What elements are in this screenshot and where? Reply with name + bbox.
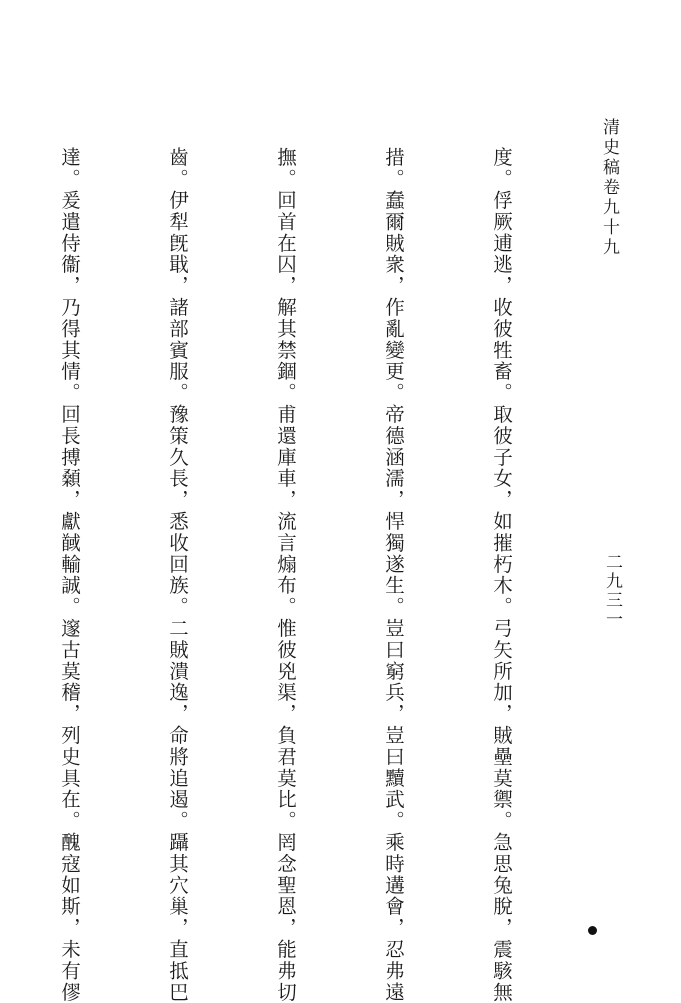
text-column: 齒。伊犁旣戢，諸部賓服。豫策久長，悉收回族。二賊潰逸，命將追遏。躡其穴巢，直抵巴 <box>166 147 189 1003</box>
text-column: 措。蠢爾賊衆，作亂變更。帝德涵濡，悍獨遂生。豈曰窮兵，豈曰黷武。乘時遘會，忍弗遠 <box>382 147 405 1003</box>
text-column: 撫。回首在囚，解其禁錮。甫還庫車，流言煽布。惟彼兇渠，負君莫比。罔念聖恩，能弗切 <box>274 147 297 1003</box>
text-column: 達。爰遣侍衞，乃得其情。回長搏顙，獻馘輸誠。邃古莫稽，列史具在。醜寇如斯，未有僇 <box>58 147 81 1003</box>
page-number: 二九三一 <box>602 553 622 629</box>
margin-dot <box>588 926 597 935</box>
text-column: 度。俘厥逋逃，收彼牲畜。取彼子女，如摧朽木。弓矢所加，賊壘莫禦。急思兔脫，震駭無 <box>490 147 513 1003</box>
book-title: 清史稿卷九十九 <box>599 118 619 258</box>
vertical-text-body <box>0 147 591 1003</box>
